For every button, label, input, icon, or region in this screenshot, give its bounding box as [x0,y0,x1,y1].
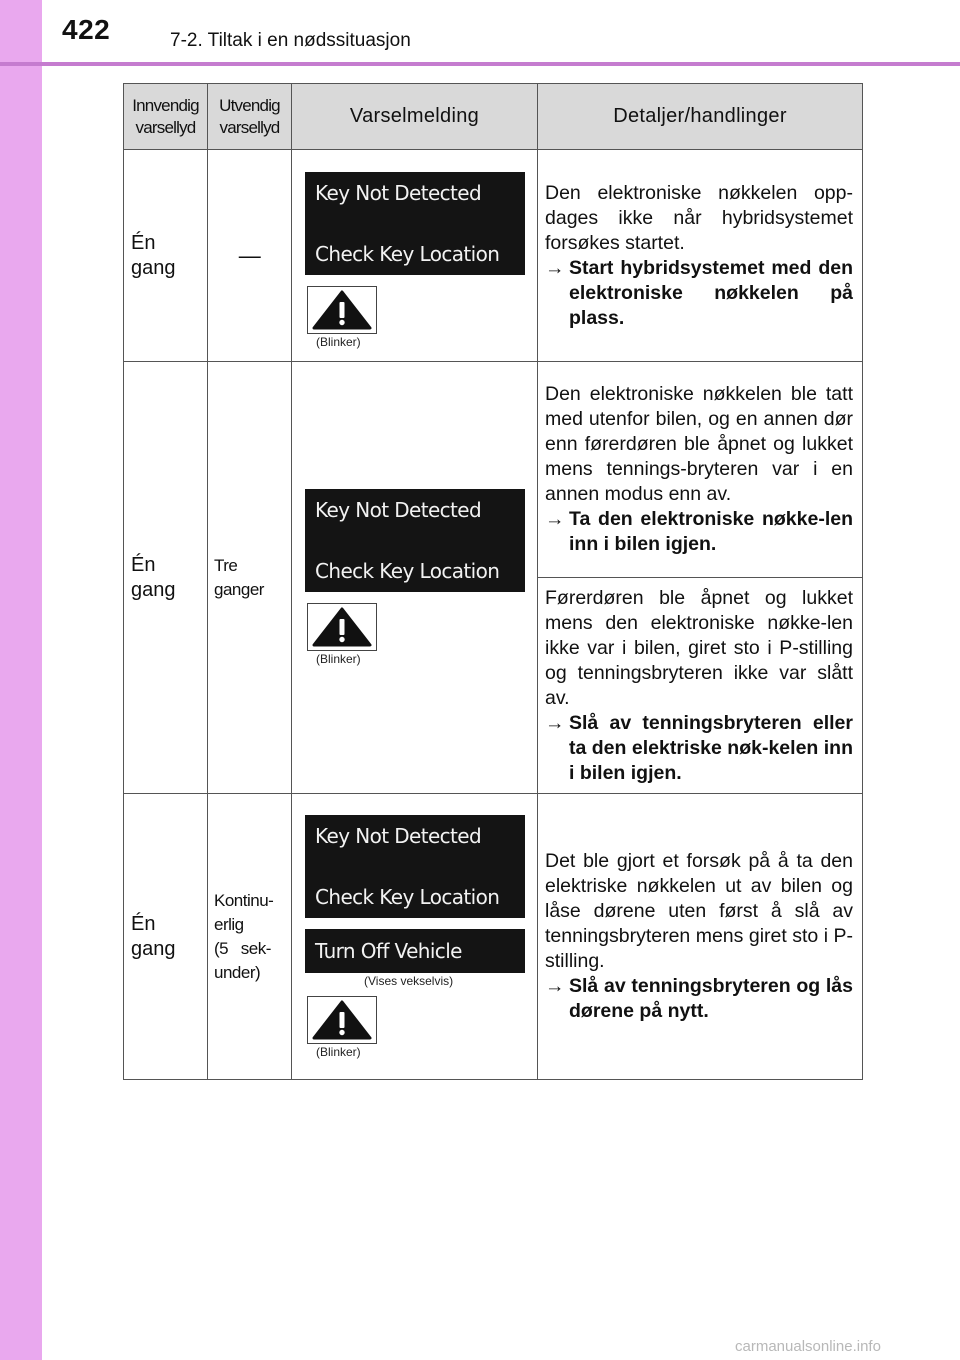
inner-sound-line2: gang [131,256,176,279]
col-header-outer-line1: Utvendig [219,95,280,115]
inner-sound-cell [124,150,208,362]
master-warning-indicator [307,286,377,334]
display-line-turn-off-vehicle: Turn Off Vehicle [315,938,462,963]
display-line-check-key-location: Check Key Location [315,884,500,909]
outer-sound-cell [208,362,292,794]
table-row [124,362,863,578]
col-header-inner-sound [124,84,208,150]
outer-sound-line4: under) [214,962,261,982]
action-item [545,974,853,1024]
action-text: Slå av tenningsbryteren eller ta den elektriske nøk-kelen inn i bilen igjen. [569,711,853,784]
action-text: Slå av tenningsbryteren og lås dørene på nytt. [569,975,853,1022]
watermark-text: carmanualsonline.info [735,1338,881,1355]
inner-sound-line1: Én [131,912,156,935]
blink-caption: (Blinker) [316,652,361,666]
inner-sound-line2: gang [131,937,176,960]
inner-sound-line1: Én [131,553,156,576]
table-header-row [124,84,863,150]
detail-text: Det ble gjort et forsøk på å ta den elektriske nøkkelen ut av bilen og låse dørene uten først å slå av tenningsbryteren mens giret sto i P-stilling. [545,850,853,972]
inner-sound-cell [124,362,208,794]
table-row [124,150,863,362]
display-line-check-key-location: Check Key Location [315,559,500,583]
outer-sound-line3: (5 sek- [214,938,271,958]
warning-display [305,815,525,918]
header-rule [0,62,960,66]
display-line-key-not-detected: Key Not Detected [315,823,482,848]
message-cell [292,150,538,362]
outer-sound-line2: ganger [214,579,264,599]
action-item [545,711,853,786]
detail-text: Førerdøren ble åpnet og lukket mens den elektroniske nøkke-len ikke var i bilen, giret sto i P-stilling og tenningsbryteren ikke var slått av. [545,586,853,709]
action-item [545,507,853,557]
warning-triangle-icon [311,606,373,648]
col-header-inner-line2: varsellyd [135,117,196,137]
page-number: 422 [62,14,111,45]
action-item [545,256,853,331]
alternate-caption: (Vises vekselvis) [364,973,454,988]
action-text: Ta den elektroniske nøkke-len inn i bilen igjen. [569,508,853,555]
blink-caption: (Blinker) [316,1044,361,1059]
arrow-icon: → [545,256,565,279]
arrow-icon: → [545,711,565,734]
details-cell [538,794,863,1080]
message-cell [292,362,538,794]
master-warning-indicator [307,996,377,1044]
action-text: Start hybridsystemet med den elektroniske nøkkelen på plass. [569,256,853,329]
details-cell [538,362,863,578]
warning-triangle-icon [311,999,373,1041]
col-header-details: Detaljer/handlinger [538,84,863,150]
warning-triangle-icon [311,289,373,331]
display-line-key-not-detected: Key Not Detected [315,181,482,205]
col-header-message: Varselmelding [292,84,538,150]
arrow-icon: → [545,508,565,530]
outer-sound-cell: — [208,150,292,362]
outer-sound-line1: Tre [214,555,238,575]
outer-sound-line1: Kontinu- [214,890,274,910]
col-header-outer-sound [208,84,292,150]
outer-sound-cell [208,794,292,1080]
outer-sound-line2: erlig [214,914,244,934]
message-cell [292,794,538,1080]
detail-text: Den elektroniske nøkkelen ble tatt med utenfor bilen, og en annen dør enn førerdøren ble åpnet og lukket mens tennings-bryteren var i en annen modus enn av. [545,383,853,505]
inner-sound-line2: gang [131,578,176,601]
side-color-band [0,0,42,1360]
warning-display-secondary [305,929,525,973]
display-line-check-key-location: Check Key Location [315,242,500,266]
display-line-key-not-detected: Key Not Detected [315,498,482,522]
warning-display [305,172,525,275]
warning-table [123,83,863,1080]
section-title: 7-2. Tiltak i en nødssituasjon [170,30,411,51]
inner-sound-line1: Én [131,231,156,254]
inner-sound-cell [124,794,208,1080]
warning-display [305,489,525,592]
blink-caption: (Blinker) [316,335,361,349]
detail-text: Den elektroniske nøkkelen opp-dages ikke når hybridsystemet forsøkes startet. [545,181,853,254]
arrow-icon: → [545,975,565,997]
details-cell [538,150,863,362]
col-header-outer-line2: varsellyd [219,117,280,137]
details-cell [538,578,863,794]
col-header-inner-line1: Innvendig [132,95,199,115]
table-row [124,794,863,1080]
master-warning-indicator [307,603,377,651]
